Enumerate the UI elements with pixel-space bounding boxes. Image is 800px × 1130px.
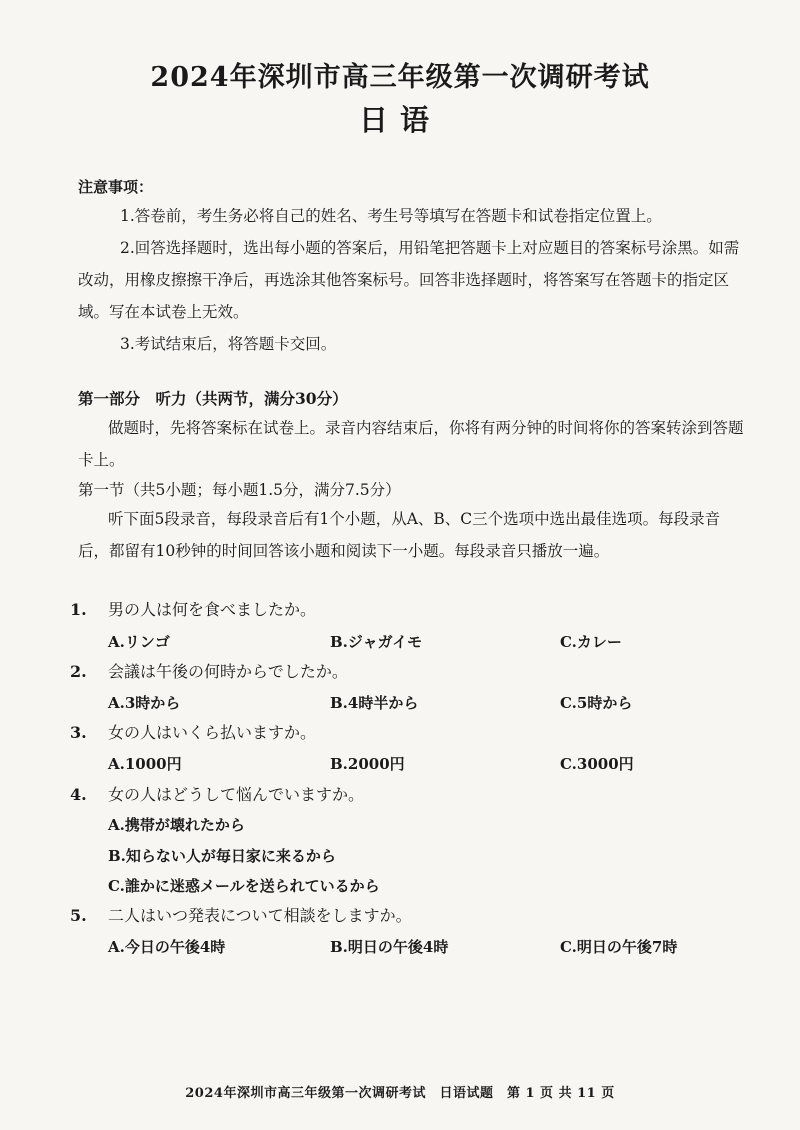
- question-2-option-c: C.5時から: [560, 694, 633, 712]
- question-number: 3.: [70, 723, 87, 742]
- question-text: 男の人は何を食べましたか。: [108, 600, 317, 619]
- part1-instruction: 做题时，先将答案标在试卷上。录音内容结束后，你将有两分钟的时间将你的答案转涂到答题卡上。: [78, 419, 744, 469]
- note-item-3: 3.考试结束后，将答题卡交回。: [120, 335, 337, 353]
- note-item-2: 2.回答选择题时，选出每小题的答案后，用铅笔把答题卡上对应题目的答案标号涂黑。如需改动，用橡皮擦擦干净后，再选涂其他答案标号。回答非选择题时，将答案写在答题卡的指定区域。写在本试卷上无效。: [78, 239, 740, 321]
- question-text: 会議は午後の何時からでしたか。: [108, 662, 348, 681]
- question-2-option-b: B.4時半から: [330, 694, 419, 712]
- question-4-option-a: A.携帯が壊れたから: [108, 816, 245, 834]
- question-3: [70, 723, 316, 743]
- question-number: 5.: [70, 906, 87, 925]
- question-text: 二人はいつ発表について相談をしますか。: [108, 906, 412, 925]
- section1-heading: 第一节（共5小题；每小题1.5分，满分7.5分）: [78, 481, 401, 499]
- question-1-option-c: C.カレー: [560, 633, 622, 651]
- exam-title: 2024年深圳市高三年级第一次调研考试: [150, 62, 650, 93]
- question-3-option-a: A.1000円: [108, 755, 182, 773]
- exam-subject: 日语: [358, 103, 441, 137]
- note-item-1: 1.答卷前，考生务必将自己的姓名、考生号等填写在答题卡和试卷指定位置上。: [120, 207, 662, 225]
- question-5-option-c: C.明日の午後7時: [560, 938, 678, 956]
- notes-heading: 注意事项：: [78, 178, 154, 196]
- question-number: 1.: [70, 600, 87, 619]
- question-3-option-b: B.2000円: [330, 755, 405, 773]
- question-text: 女の人はどうして悩んでいますか。: [108, 785, 365, 804]
- question-2-option-a: A.3時から: [108, 694, 181, 712]
- question-5-option-b: B.明日の午後4時: [330, 938, 449, 956]
- question-3-option-c: C.3000円: [560, 755, 634, 773]
- question-1-option-a: A.リンゴ: [108, 633, 170, 651]
- question-5: [70, 906, 412, 926]
- question-5-option-a: A.今日の午後4時: [108, 938, 226, 956]
- question-1-option-b: B.ジャガイモ: [330, 633, 423, 651]
- question-4-option-b: B.知らない人が毎日家に来るから: [108, 847, 336, 865]
- question-text: 女の人はいくら払いますか。: [108, 723, 317, 742]
- question-number: 2.: [70, 662, 87, 681]
- question-2: [70, 662, 348, 682]
- question-number: 4.: [70, 785, 87, 804]
- part1-heading: 第一部分 听力（共两节，满分30分）: [78, 389, 348, 408]
- question-4: [70, 785, 364, 805]
- question-4-option-c: C.誰かに迷惑メールを送られているから: [108, 877, 380, 895]
- page-footer: 2024年深圳市高三年级第一次调研考试 日语试题 第 1 页 共 11 页: [185, 1086, 615, 1101]
- section1-instruction: 听下面5段录音，每段录音后有1个小题，从A、B、C三个选项中选出最佳选项。每段录音后，都留有10秒钟的时间回答该小题和阅读下一小题。每段录音只播放一遍。: [78, 510, 721, 560]
- question-1: [70, 600, 316, 620]
